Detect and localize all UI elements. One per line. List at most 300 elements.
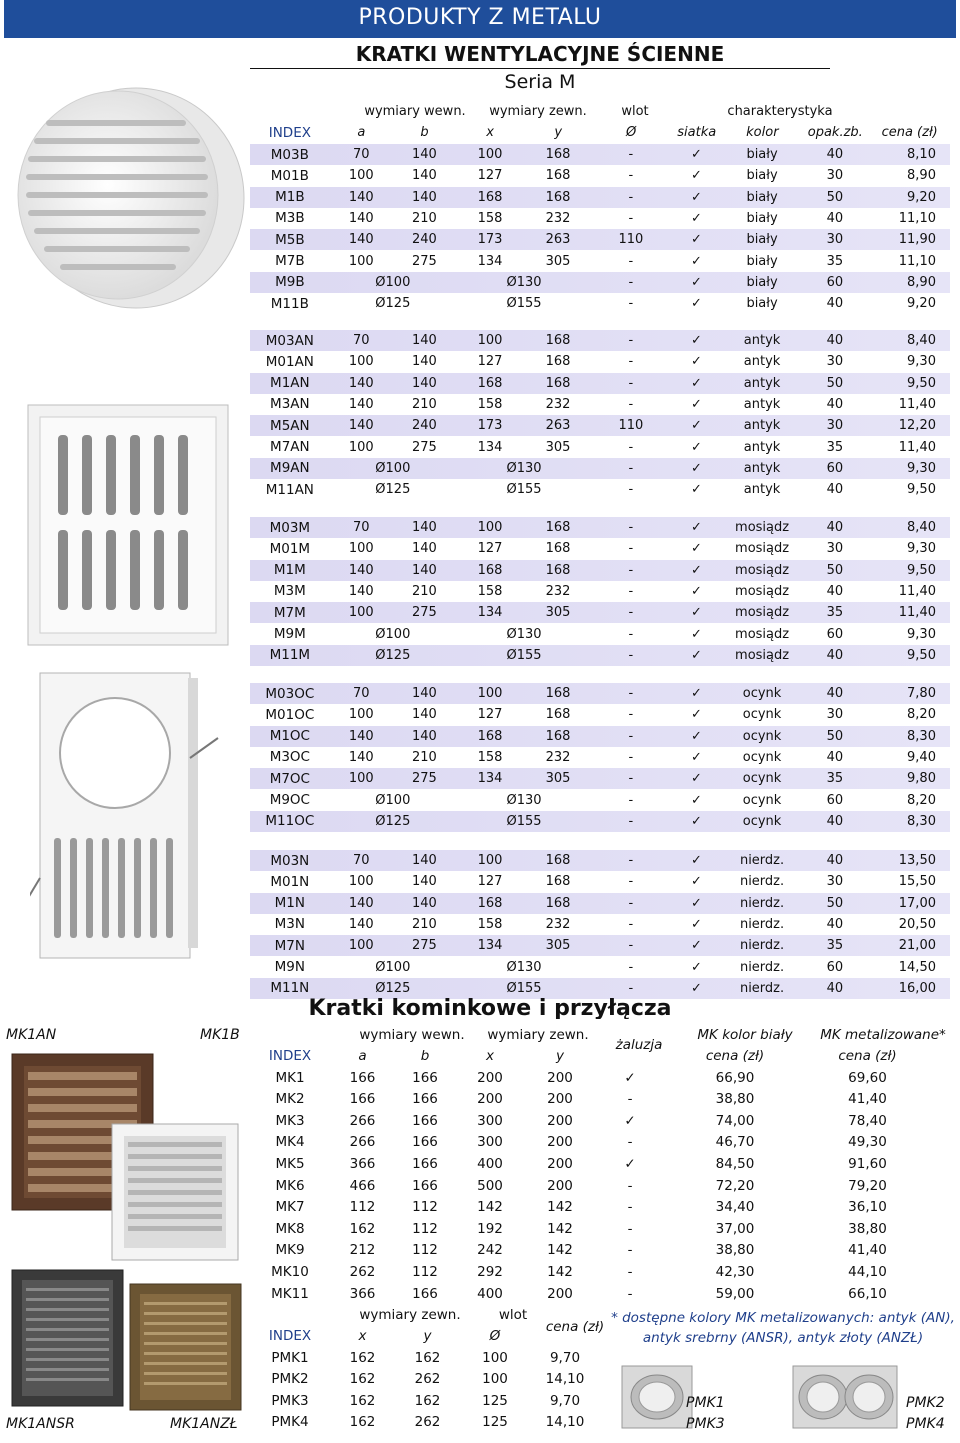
table-cell: MK1	[275, 1069, 305, 1086]
table-cell: biały	[746, 253, 778, 269]
table-cell: -	[628, 980, 634, 996]
series-title: Seria M	[504, 71, 576, 90]
table-cell: 200	[547, 1134, 573, 1151]
table-cell: ✓	[691, 980, 702, 996]
table-cell: 158	[477, 749, 503, 765]
table-cell: mosiądz	[735, 541, 790, 557]
table-cell: antyk	[743, 375, 781, 391]
table-cell: 30	[826, 707, 844, 723]
table-cell: nierdz.	[739, 853, 785, 868]
table-cell: 8,30	[907, 728, 936, 744]
table-row	[250, 165, 950, 186]
table-row	[250, 790, 950, 811]
table-cell: antyk	[743, 460, 781, 476]
table-cell: MK4	[275, 1134, 305, 1151]
table-cell: 158	[477, 210, 503, 226]
pmk-double-image	[785, 1360, 905, 1432]
table-cell: -	[628, 562, 634, 578]
table-cell: 125	[482, 1392, 508, 1409]
table-cell: Ø125	[375, 647, 411, 663]
table-cell: antyk	[743, 418, 781, 434]
m-table-colheaders	[250, 122, 950, 143]
table-row	[250, 1261, 960, 1282]
col-x: x	[486, 125, 494, 140]
table-cell: 9,40	[907, 749, 936, 765]
table-cell: 140	[411, 354, 437, 370]
table-cell: -	[627, 1134, 633, 1151]
table-cell: 35	[826, 253, 844, 269]
table-row	[250, 1175, 960, 1196]
table-cell: 8,40	[907, 333, 936, 348]
table-cell: 232	[545, 916, 571, 932]
table-cell: 275	[411, 439, 437, 455]
table-cell: 158	[477, 916, 503, 932]
table-cell: biały	[746, 168, 778, 184]
table-cell: 263	[545, 232, 571, 248]
table-cell: ✓	[691, 147, 702, 162]
table-cell: 100	[348, 168, 374, 184]
label-mk1anzl: MK1ANZŁ	[170, 1416, 238, 1432]
table-cell: 168	[545, 707, 571, 723]
table-cell: Ø155	[506, 813, 542, 829]
table-cell: M1OC	[269, 728, 310, 745]
table-cell: biały	[746, 210, 778, 226]
table-cell: 36,10	[848, 1199, 887, 1216]
table-cell: ✓	[691, 686, 702, 701]
table-cell: 142	[547, 1199, 573, 1216]
table-cell: 173	[477, 418, 503, 434]
table-cell: nierdz.	[739, 895, 785, 911]
col-mesh: siatka	[677, 125, 717, 140]
table-cell: 50	[826, 728, 844, 744]
table-cell: 140	[411, 853, 437, 868]
table-cell: -	[628, 210, 634, 226]
table-cell: M3OC	[269, 749, 310, 766]
table-cell: 166	[349, 1069, 376, 1086]
table-cell: antyk	[743, 354, 781, 370]
pmk-header-price: cena (zł)	[545, 1319, 605, 1335]
table-cell: 166	[412, 1091, 438, 1108]
table-cell: ✓	[691, 895, 702, 911]
table-cell: ocynk	[742, 749, 782, 765]
section-title: KRATKI WENTYLACYJNE ŚCIENNE	[355, 42, 725, 66]
table-cell: 275	[411, 771, 437, 787]
table-cell: -	[628, 605, 634, 621]
table-cell: 168	[545, 562, 571, 578]
table-cell: mosiądz	[735, 647, 790, 663]
table-cell: 300	[477, 1134, 503, 1151]
table-cell: 305	[545, 439, 571, 455]
table-cell: 134	[477, 253, 503, 269]
table-cell: Ø155	[506, 980, 542, 996]
table-cell: mosiądz	[735, 583, 790, 599]
table-cell: 240	[411, 418, 437, 434]
table-cell: M7OC	[269, 770, 310, 787]
pmk-colheaders	[250, 1325, 610, 1346]
table-cell: ✓	[691, 562, 702, 578]
table-cell: 134	[477, 771, 503, 787]
table-cell: M3M	[273, 583, 306, 600]
table-cell: 140	[411, 707, 437, 723]
table-cell: ✓	[691, 874, 702, 890]
table-cell: 232	[545, 396, 571, 412]
table-cell: -	[628, 647, 634, 663]
table-cell: 140	[411, 168, 437, 184]
table-cell: 134	[477, 439, 503, 455]
table-cell: ✓	[691, 460, 702, 476]
table-cell: -	[628, 771, 634, 787]
table-cell: -	[627, 1199, 633, 1216]
mk-header-metal: MK metalizowane*	[820, 1027, 946, 1043]
table-cell: 100	[477, 333, 503, 348]
table-cell: ✓	[691, 813, 702, 829]
table-cell: 168	[545, 375, 571, 391]
table-cell: 7,80	[907, 686, 936, 701]
table-cell: ✓	[624, 1112, 636, 1129]
table-cell: Ø130	[506, 274, 542, 290]
mk-col-x: x	[486, 1047, 494, 1064]
table-cell: 140	[411, 375, 437, 391]
table-row	[250, 1240, 960, 1261]
table-cell: 242	[477, 1242, 503, 1259]
table-cell: 305	[545, 605, 571, 621]
table-cell: 9,20	[907, 296, 936, 312]
table-cell: -	[628, 168, 634, 184]
table-cell: antyk	[743, 439, 781, 455]
table-row	[250, 251, 950, 272]
table-cell: ✓	[691, 938, 702, 954]
table-cell: ✓	[691, 541, 702, 557]
table-row	[250, 683, 950, 704]
table-cell: M11N	[270, 980, 310, 997]
table-cell: 168	[545, 189, 571, 205]
table-cell: 366	[349, 1285, 376, 1302]
table-cell: -	[628, 813, 634, 829]
table-cell: 112	[349, 1199, 376, 1216]
table-cell: 305	[545, 938, 571, 954]
table-cell: 35	[826, 938, 844, 954]
table-cell: M3AN	[270, 396, 310, 413]
table-cell: 100	[477, 520, 503, 535]
table-cell: ✓	[691, 583, 702, 599]
table-cell: ✓	[691, 728, 702, 744]
table-cell: 112	[412, 1199, 438, 1216]
table-cell: 11,10	[898, 210, 936, 226]
pmk-header-outer: wymiary zewn.	[359, 1307, 461, 1323]
table-cell: 200	[547, 1112, 573, 1129]
table-cell: nierdz.	[739, 980, 785, 996]
table-cell: 40	[826, 210, 844, 226]
col-index: INDEX	[268, 124, 311, 141]
table-cell: -	[628, 686, 634, 701]
table-cell: M9N	[274, 959, 305, 975]
table-cell: 400	[477, 1155, 503, 1172]
table-cell: 91,60	[848, 1155, 887, 1172]
table-cell: M01N	[270, 873, 310, 890]
table-cell: 112	[412, 1220, 438, 1237]
table-row	[250, 208, 950, 229]
table-cell: 192	[477, 1220, 503, 1237]
table-cell: M1B	[275, 189, 305, 206]
table-row	[250, 645, 950, 666]
label-mk1ansr: MK1ANSR	[6, 1416, 75, 1432]
table-cell: 168	[477, 562, 503, 578]
table-cell: 40	[826, 916, 844, 932]
table-cell: 42,30	[715, 1263, 755, 1280]
table-row	[250, 373, 950, 394]
table-cell: 35	[826, 605, 844, 621]
table-cell: 40	[826, 482, 844, 498]
table-cell: 9,80	[907, 771, 936, 787]
galvanized-grille-image	[30, 668, 220, 968]
table-cell: 15,50	[898, 874, 936, 890]
table-cell: 166	[412, 1069, 438, 1086]
table-cell: -	[628, 583, 634, 599]
table-cell: Ø100	[375, 792, 411, 808]
table-cell: ✓	[691, 418, 702, 434]
table-cell: -	[628, 253, 634, 269]
table-row	[250, 811, 950, 832]
table-cell: 11,90	[898, 232, 936, 248]
metal-colors-note	[606, 1308, 960, 1348]
label-mk1b: MK1B	[200, 1027, 240, 1043]
table-cell: biały	[746, 189, 778, 205]
table-cell: MK3	[275, 1112, 305, 1129]
table-cell: M03OC	[265, 685, 315, 702]
table-cell: -	[628, 274, 634, 290]
table-cell: 72,20	[715, 1177, 755, 1194]
table-cell: -	[628, 375, 634, 391]
table-row	[250, 229, 950, 250]
table-cell: 127	[477, 354, 503, 370]
table-cell: ✓	[691, 168, 702, 184]
table-cell: 60	[826, 274, 844, 290]
table-cell: 9,30	[907, 354, 936, 370]
table-cell: M11AN	[265, 481, 314, 498]
table-cell: ✓	[691, 253, 702, 269]
table-cell: ✓	[691, 482, 702, 498]
table-cell: 168	[545, 333, 571, 348]
table-cell: -	[628, 541, 634, 557]
table-cell: 78,40	[848, 1112, 887, 1129]
table-row	[250, 1089, 960, 1110]
table-cell: MK5	[275, 1155, 305, 1172]
table-cell: biały	[746, 274, 778, 290]
table-cell: 140	[411, 147, 437, 162]
mk-col-b: b	[420, 1047, 430, 1064]
table-cell: 110	[618, 418, 644, 434]
table-cell: -	[628, 333, 634, 348]
table-cell: 17,00	[898, 895, 936, 911]
table-cell: 100	[482, 1349, 508, 1366]
table-cell: 9,50	[907, 647, 936, 663]
table-cell: 30	[826, 541, 844, 557]
table-cell: 266	[349, 1134, 376, 1151]
table-cell: 70	[352, 520, 370, 535]
pmk-col-y: y	[423, 1327, 432, 1344]
table-cell: -	[628, 439, 634, 455]
table-cell: 142	[547, 1263, 573, 1280]
table-cell: 210	[411, 749, 437, 765]
table-cell: -	[628, 520, 634, 535]
table-cell: 162	[349, 1349, 376, 1366]
table-cell: ✓	[691, 605, 702, 621]
table-cell: 40	[826, 147, 844, 162]
table-cell: -	[627, 1263, 633, 1280]
table-cell: 173	[477, 232, 503, 248]
table-cell: nierdz.	[739, 874, 785, 890]
table-cell: M11OC	[265, 813, 315, 830]
table-cell: 9,50	[907, 482, 936, 498]
table-row	[250, 957, 950, 978]
table-cell: 49,30	[848, 1134, 887, 1151]
note-line-2: antyk srebrny (ANSR), antyk złoty (ANZŁ)	[642, 1330, 924, 1346]
table-cell: 50	[826, 562, 844, 578]
table-cell: Ø125	[375, 980, 411, 996]
col-diameter: Ø	[625, 125, 637, 140]
table-row	[250, 581, 950, 602]
table-cell: 266	[349, 1112, 376, 1129]
table-cell: 500	[477, 1177, 503, 1194]
table-cell: M1AN	[270, 375, 310, 392]
table-cell: 140	[348, 232, 374, 248]
table-cell: 11,40	[898, 583, 936, 599]
table-cell: -	[628, 792, 634, 808]
table-cell: biały	[746, 232, 778, 248]
table-cell: 168	[545, 895, 571, 911]
table-row	[250, 560, 950, 581]
table-cell: 140	[348, 210, 374, 226]
table-cell: 100	[477, 147, 503, 162]
mk-col-index: INDEX	[268, 1047, 312, 1064]
table-cell: 60	[826, 460, 844, 476]
table-row	[250, 1153, 960, 1174]
table-cell: 9,50	[907, 375, 936, 391]
table-cell: ✓	[691, 749, 702, 765]
table-cell: 232	[545, 210, 571, 226]
table-cell: ✓	[691, 520, 702, 535]
table-cell: 11,40	[898, 439, 936, 455]
col-price: cena (zł)	[881, 125, 938, 140]
table-cell: M3B	[275, 210, 305, 227]
table-cell: 40	[826, 813, 844, 829]
table-cell: nierdz.	[739, 938, 785, 954]
table-row	[250, 1110, 960, 1131]
table-cell: MK10	[271, 1263, 309, 1280]
table-cell: 40	[826, 980, 844, 996]
table-cell: 60	[826, 792, 844, 808]
table-cell: 140	[348, 895, 374, 911]
table-cell: 100	[348, 874, 374, 890]
col-a: a	[357, 125, 366, 140]
mk-col-a: a	[358, 1047, 367, 1064]
table-cell: 305	[545, 253, 571, 269]
table-cell: 210	[411, 396, 437, 412]
table-cell: ✓	[691, 354, 702, 370]
table-row	[250, 293, 950, 314]
table-cell: 168	[545, 354, 571, 370]
table-cell: 134	[477, 605, 503, 621]
table-cell: 100	[477, 686, 503, 701]
table-cell: 168	[545, 853, 571, 868]
table-cell: M7B	[275, 253, 305, 269]
table-cell: 38,80	[715, 1091, 755, 1108]
table-cell: -	[628, 938, 634, 954]
mk1ansr-image	[10, 1268, 125, 1408]
table-cell: mosiądz	[735, 605, 790, 621]
table-cell: 134	[477, 938, 503, 954]
table-cell: mosiądz	[735, 562, 790, 578]
table-cell: 35	[826, 771, 844, 787]
table-cell: 40	[826, 647, 844, 663]
table-row	[250, 1197, 960, 1218]
table-cell: 8,90	[907, 168, 936, 184]
table-cell: 262	[414, 1371, 441, 1388]
table-cell: 166	[412, 1285, 438, 1302]
table-cell: M9OC	[269, 792, 310, 808]
table-cell: 14,50	[898, 959, 936, 975]
table-cell: M03AN	[265, 332, 314, 349]
header-inner-dims: wymiary wewn.	[364, 104, 466, 119]
table-row	[250, 415, 950, 436]
table-cell: 166	[349, 1091, 376, 1108]
table-cell: Ø130	[506, 460, 542, 476]
header-characteristics: charakterystyka	[727, 104, 833, 119]
table-row	[250, 1369, 610, 1390]
table-cell: 212	[349, 1242, 376, 1259]
table-row	[250, 517, 950, 538]
table-cell: 112	[412, 1242, 438, 1259]
table-cell: 41,40	[848, 1242, 887, 1259]
table-cell: 366	[349, 1155, 376, 1172]
table-cell: 168	[477, 728, 503, 744]
label-mk1an: MK1AN	[6, 1027, 57, 1043]
table-cell: 38,80	[715, 1242, 755, 1259]
table-cell: 140	[411, 520, 437, 535]
table-cell: 12,20	[898, 418, 936, 434]
table-cell: 140	[348, 418, 374, 434]
table-row	[250, 1067, 960, 1088]
table-cell: ✓	[691, 210, 702, 226]
table-row	[250, 1218, 960, 1239]
table-cell: ocynk	[742, 728, 782, 744]
table-cell: 166	[412, 1112, 438, 1129]
table-cell: 16,00	[898, 980, 936, 996]
table-cell: -	[628, 853, 634, 868]
table-row	[250, 914, 950, 935]
table-cell: 59,00	[715, 1285, 755, 1302]
table-cell: 70	[352, 147, 370, 162]
table-cell: ✓	[691, 707, 702, 723]
table-row	[250, 187, 950, 208]
table-cell: MK9	[275, 1242, 305, 1259]
table-row	[250, 1390, 610, 1411]
table-cell: ocynk	[742, 813, 782, 829]
table-cell: 100	[348, 439, 374, 455]
table-cell: ✓	[691, 439, 702, 455]
table-cell: 140	[411, 189, 437, 205]
table-cell: 232	[545, 749, 571, 765]
table-cell: mosiądz	[735, 520, 790, 535]
table-row	[250, 1412, 610, 1433]
table-cell: Ø130	[506, 626, 542, 642]
table-cell: Ø125	[375, 296, 411, 312]
table-cell: -	[627, 1285, 633, 1302]
table-cell: MK8	[275, 1220, 305, 1237]
table-row	[250, 479, 950, 500]
label-pmk1: PMK1	[686, 1395, 725, 1411]
table-cell: 13,50	[898, 853, 936, 868]
